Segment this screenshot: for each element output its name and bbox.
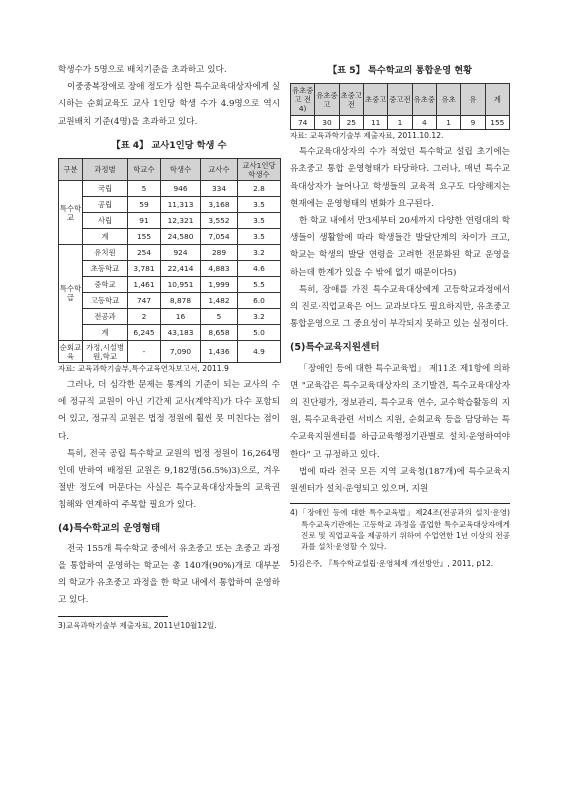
table4-cell: 고등학교 <box>83 293 128 309</box>
table4-header: 구분 <box>59 159 83 181</box>
table4-cell: 254 <box>128 245 161 261</box>
footnote: 3)교육과학기술부 제출자료, 2011년10월12일. <box>58 620 217 630</box>
table4-header: 교사1인당 학생수 <box>238 159 281 181</box>
table4-cell: 4,883 <box>201 261 238 277</box>
right-column <box>290 62 510 569</box>
table5-header: 초중고전 <box>339 84 363 116</box>
table4-cell: 6.0 <box>238 293 281 309</box>
table4-cell: 747 <box>128 293 161 309</box>
paragraph: 한 학교 내에서 만3세부터 20세까지 다양한 연령대의 학생들이 생활함에 따라 학생들간 발달단계의 차이가 크고, 학교는 학생의 발달 연령을 고려한 전문화된 학교 운영을 하는데 한계가 있을 수 밖에 없기 때문이다5) <box>290 216 510 278</box>
table5-header: 유 <box>461 84 485 116</box>
table5-header: 유초중고 전4) <box>291 84 315 116</box>
table5-source: 자료: 교육과학기술부 제출자료, 2011.10.12. <box>290 131 444 141</box>
table5-cell: 1 <box>436 116 460 130</box>
table4-header: 학생수 <box>161 159 201 181</box>
table4-cell: 6,245 <box>128 325 161 341</box>
table4-cell: 24,580 <box>161 229 201 245</box>
table5-cell: 74 <box>291 116 315 130</box>
table4-cell: 7,054 <box>201 229 238 245</box>
table4-cell: 3.2 <box>238 309 281 325</box>
paragraph: 특히, 장애를 가진 특수교육대상에게 고등학교과정에서의 진로·직업교육은 어느 교과보다도 필요하지만, 유초중고 통합운영으로 그 중요성이 부각되지 못하고 있는 실정이다. <box>290 284 510 330</box>
table4-group: 특수학교 <box>59 181 83 245</box>
table4-cell: 3.5 <box>238 229 281 245</box>
table4-cell: 5 <box>128 181 161 197</box>
section-heading: (5)특수교육지원센터 <box>290 342 380 354</box>
paragraph: 특수교육대상자의 수가 적었던 특수학교 설립 초기에는 유초중고 통합 운영형태가 타당하다. 그러나, 매년 특수교육대상자가 늘어나고 학생들의 교육적 요구도 다양해지는 현재에는 운영형태의 변화가 요구된다. <box>290 147 510 209</box>
table4-cell: 4.6 <box>238 261 281 277</box>
table5-cell: 155 <box>485 116 509 130</box>
table4-cell: 11,313 <box>161 197 201 213</box>
footnote: 4)「장애인 등에 대한 특수교육법」제24조(전공과의 설치·운영) 특수교육기관에는 고등학교 과정을 졸업한 특수교육대상자에게 진로 및 직업교육을 제공하기 위하여 수업연한 1년 이상의 전공과를 설치·운영할 수 있다. <box>290 508 510 552</box>
table4-cell: 91 <box>128 213 161 229</box>
table4-cell: 초등학교 <box>83 261 128 277</box>
paragraph: 그러나, 더 심각한 문제는 통계의 기준이 되는 교사의 수에 정규직 교원이 아닌 기간제 교사(계약직)가 다수 포함되어 있고, 정규직 교원은 법정 정원에 훨씬 못 미친다는 점이다. <box>58 380 280 442</box>
table5-header: 중고전 <box>388 84 412 116</box>
table4-cell: 계 <box>83 229 128 245</box>
table4-caption: 【표 4】 교사1인당 학생 수 <box>111 139 227 151</box>
table4-cell: 공립 <box>83 197 128 213</box>
table4-cell: 2 <box>128 309 161 325</box>
table4-cell: 전공과 <box>83 309 128 325</box>
section-heading: (4)특수학교의 운영형태 <box>58 522 161 534</box>
table5-cell: 9 <box>461 116 485 130</box>
table4-cell: 2.8 <box>238 181 281 197</box>
table4-cell: 334 <box>201 181 238 197</box>
table5-header: 계 <box>485 84 509 116</box>
table4-cell: 7,090 <box>161 341 201 363</box>
left-column <box>58 62 280 631</box>
paragraph: 법에 따라 전국 모든 지역 교육청(187개)에 특수교육지원센터가 설치·운영되고 있으며, 지원 <box>290 466 510 495</box>
paragraph: 특히, 전국 공립 특수학교 교원의 법정 정원이 16,264명인데 반하여 배정된 교원은 9,182명(56.5%)3)으로, 겨우 절반 정도에 머문다는 사실은 특수교육대상자들의 교육권 침해와 연계하여 주목할 필요가 있다. <box>58 448 280 511</box>
table4-cell: 3.5 <box>238 213 281 229</box>
table4-cell: 국립 <box>83 181 128 197</box>
table4-cell: 59 <box>128 197 161 213</box>
table4-header: 교사수 <box>201 159 238 181</box>
table4-cell: 946 <box>161 181 201 197</box>
table4-cell: 유치원 <box>83 245 128 261</box>
table4-cell: 가정,시설병원,학교 <box>83 341 128 363</box>
table4-cell: 3,781 <box>128 261 161 277</box>
footnote-divider <box>58 616 168 617</box>
table4-cell: 22,414 <box>161 261 201 277</box>
paragraph: 이중중복장애로 장애 정도가 심한 특수교육대상자에게 실시하는 순회교육도 교사 1인당 학생 수가 4.9명으로 역시 교원배치 기준(4명)을 초과하고 있다. <box>58 82 280 127</box>
table4-cell: 16 <box>161 309 201 325</box>
table4-cell: 289 <box>201 245 238 261</box>
table4-cell: 43,183 <box>161 325 201 341</box>
table5-caption: 【표 5】 특수학교의 통합운영 현황 <box>327 65 473 76</box>
table4-cell: 12,321 <box>161 213 201 229</box>
table4-cell: 5 <box>201 309 238 325</box>
table4-cell: 5.0 <box>238 325 281 341</box>
table4-group: 순회교육 <box>59 342 82 361</box>
table4-cell: 계 <box>83 325 128 341</box>
table4-cell: 중학교 <box>83 277 128 293</box>
table4-group: 특수학급 <box>59 245 83 341</box>
table4-cell: 8,658 <box>201 325 238 341</box>
table4-cell: 924 <box>161 245 201 261</box>
table5-header: 초중고 <box>363 84 387 116</box>
table5-header: 유초중고 <box>315 84 339 116</box>
table4-cell: 3,168 <box>201 197 238 213</box>
table4-header: 과정별 <box>83 159 128 181</box>
table4-cell: 5.5 <box>238 277 281 293</box>
table4-cell: 8,878 <box>161 293 201 309</box>
footnote: 5)김은주, 『특수학교설립·운영체제 개선방안』, 2011, p12. <box>290 558 494 568</box>
table4-cell: 10,951 <box>161 277 201 293</box>
table4-cell: 1,461 <box>128 277 161 293</box>
table5-cell: 25 <box>339 116 363 130</box>
paragraph: 학생수가 5명으로 배치기준을 초과하고 있다. <box>58 65 227 75</box>
table5 <box>290 83 510 130</box>
table5-cell: 30 <box>315 116 339 130</box>
paragraph: 전국 155개 특수학교 중에서 유초중고 또는 초중고 과정을 통합하여 운영하는 학교는 총 140개(90%)개로 대부분의 학교가 유초중고 과정을 한 학교 내에서 통합하여 운영하고 있다. <box>58 543 280 606</box>
table4-source: 자료: 교육과학기술부,특수교육연차보고서, 2011.9 <box>58 364 229 374</box>
table5-header: 유초중 <box>412 84 436 116</box>
table4-cell: 사립 <box>83 213 128 229</box>
table4-cell: 155 <box>128 229 161 245</box>
table5-cell: 11 <box>363 116 387 130</box>
table4-cell: - <box>128 341 161 363</box>
table4-cell: 3,552 <box>201 213 238 229</box>
table5-cell: 4 <box>412 116 436 130</box>
paragraph: 「장애인 등에 대한 특수교육법」 제11조 제1항에 의하면 "교육감은 특수교육대상자의 조기발견, 특수교육대상자의 진단평가, 정보관리, 특수교육 연수, 교수학습활동의 지원, 특수교육관련 서비스 지원, 순회교육 등을 담당하는 특수교육지원센터를 하급교육행정기관별로 설치·운영하여야 한다" 고 규정하고 있다. <box>290 363 510 460</box>
table4-cell: 1,436 <box>201 341 238 363</box>
footnote-divider <box>290 503 510 504</box>
table4-cell: 3.5 <box>238 197 281 213</box>
table4 <box>58 158 281 363</box>
table4-cell: 3.2 <box>238 245 281 261</box>
table5-header: 유초 <box>436 84 460 116</box>
table5-cell: 1 <box>388 116 412 130</box>
table4-cell: 1,482 <box>201 293 238 309</box>
table4-cell: 1,999 <box>201 277 238 293</box>
table4-cell: 4.9 <box>238 341 281 363</box>
table4-header: 학교수 <box>128 159 161 181</box>
